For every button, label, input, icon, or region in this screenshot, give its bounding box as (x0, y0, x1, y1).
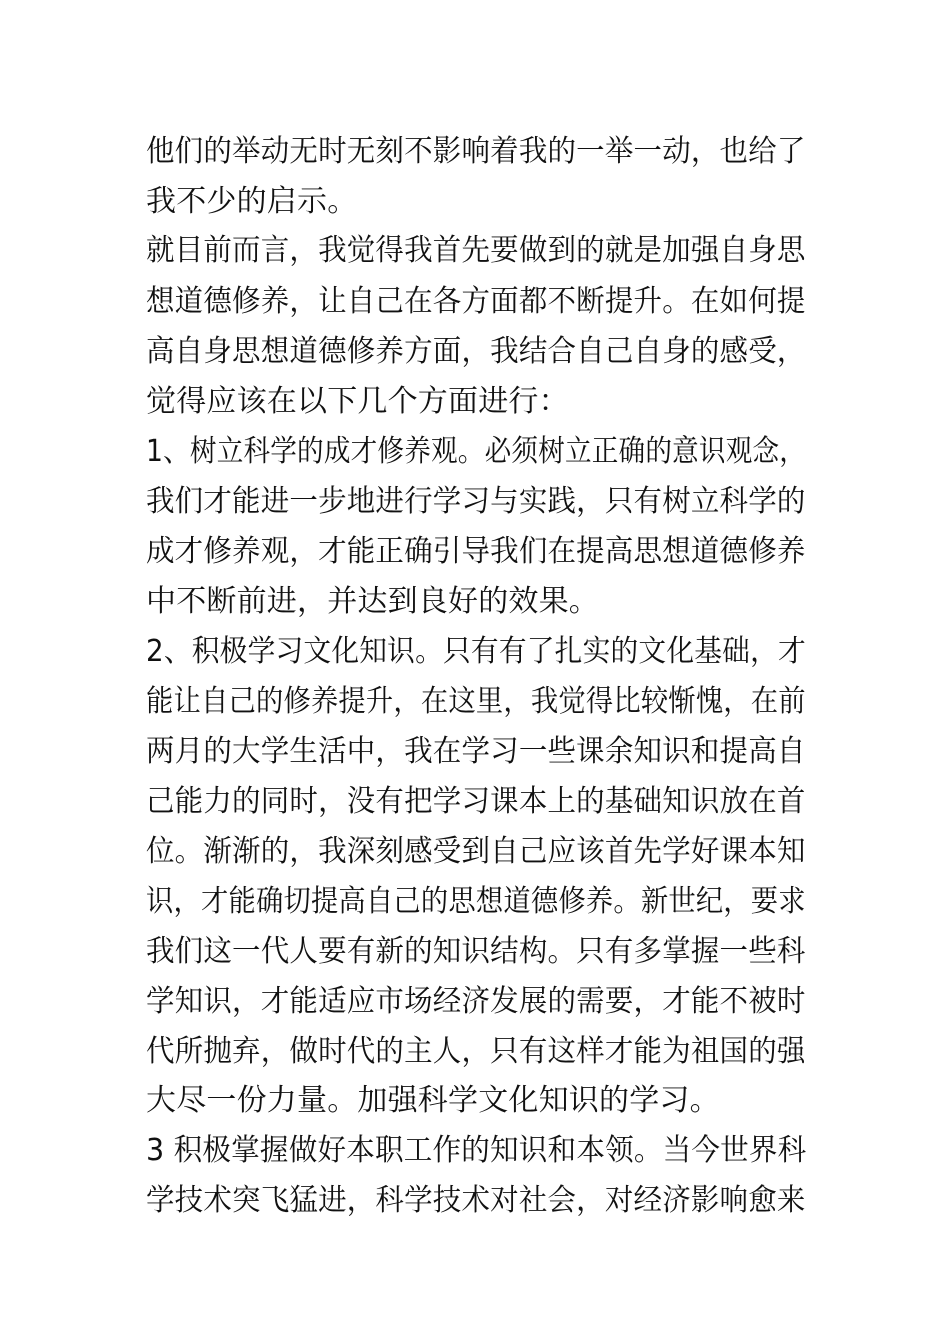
text-line: 就目前而言，我觉得我首先要做到的就是加强自身思 (146, 233, 806, 268)
text-line: 3 积极掌握做好本职工作的知识和本领。当今世界科 (146, 1133, 807, 1168)
text-line: 成才修养观，才能正确引导我们在提高思想道德修养 (146, 534, 806, 569)
text-line: 他们的举动无时无刻不影响着我的一举一动，也给了 (146, 134, 806, 169)
text-line: 学知识，才能适应市场经济发展的需要，才能不被时 (146, 984, 806, 1019)
text-line: 代所抛弃，做时代的主人，只有这样才能为祖国的强 (146, 1034, 806, 1069)
text-line: 两月的大学生活中，我在学习一些课余知识和提高自 (146, 734, 806, 769)
text-line: 学技术突飞猛进，科学技术对社会，对经济影响愈来 (146, 1183, 806, 1218)
text-line: 位。渐渐的，我深刻感受到自己应该首先学好课本知 (146, 834, 806, 869)
text-line: 觉得应该在以下几个方面进行： (146, 384, 569, 419)
text-line: 想道德修养，让自己在各方面都不断提升。在如何提 (146, 284, 806, 319)
text-line: 2、积极学习文化知识。只有有了扎实的文化基础，才 (146, 634, 806, 669)
text-line: 我们才能进一步地进行学习与实践，只有树立科学的 (146, 484, 806, 519)
text-line: 能让自己的修养提升，在这里，我觉得比较惭愧，在前 (146, 684, 806, 719)
text-line: 中不断前进，并达到良好的效果。 (146, 584, 599, 619)
text-line: 我们这一代人要有新的知识结构。只有多掌握一些科 (146, 934, 806, 969)
text-line: 高自身思想道德修养方面，我结合自己自身的感受， (146, 334, 806, 369)
text-line: 己能力的同时，没有把学习课本上的基础知识放在首 (146, 784, 806, 819)
text-line: 识，才能确切提高自己的思想道德修养。新世纪，要求 (146, 884, 806, 919)
text-line: 我不少的启示。 (146, 184, 358, 219)
text-line: 1、树立科学的成才修养观。必须树立正确的意识观念， (146, 434, 807, 469)
text-line: 大尽一份力量。加强科学文化知识的学习。 (146, 1083, 720, 1118)
